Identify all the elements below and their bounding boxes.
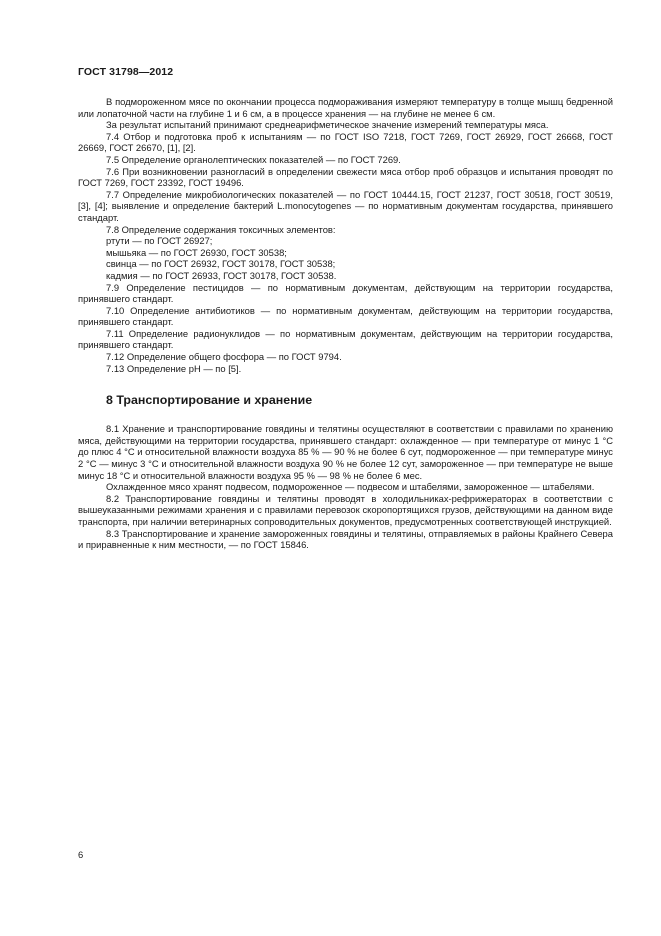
paragraph: 7.6 При возникновении разногласий в определении свежести мяса отбор проб образцов и испытания проводят по ГОСТ 7269, ГОСТ 23392, ГОСТ 19496. bbox=[78, 165, 613, 189]
list-item: ртути — по ГОСТ 26927; bbox=[106, 235, 213, 247]
paragraph: В подмороженном мясе по окончании процесса подмораживания измеряют температуру в толще мышц бедренной или лопаточной части на глубине 1 и 6 см, а в процессе хранения — на глубине не менее 6 см. bbox=[78, 96, 613, 119]
paragraph: 7.12 Определение общего фосфора — по ГОСТ 9794. bbox=[106, 351, 342, 363]
paragraph: Охлажденное мясо хранят подвесом, подмороженное — подвесом и штабелями, замороженное — штабелями. bbox=[106, 481, 595, 493]
paragraph: 7.4 Отбор и подготовка проб к испытаниям — по ГОСТ ISO 7218, ГОСТ 7269, ГОСТ 26929, ГОСТ 26668, ГОСТ 26669, ГОСТ 26670, [1], [2]. bbox=[78, 130, 613, 154]
paragraph: 7.9 Определение пестицидов — по нормативным документам, действующим на территории государства, принявшего стандарт. bbox=[78, 281, 613, 305]
paragraph: 7.10 Определение антибиотиков — по нормативным документам, действующим на территории государства, принявшего стандарт. bbox=[78, 304, 613, 328]
list-item: мышьяка — по ГОСТ 26930, ГОСТ 30538; bbox=[106, 246, 287, 258]
paragraph: За результат испытаний принимают среднеарифметическое значение измерений температуры мяса. bbox=[106, 119, 549, 131]
section-heading: 8 Транспортирование и хранение bbox=[106, 393, 313, 408]
paragraph: 8.2 Транспортирование говядины и телятины проводят в холодильниках-рефрижераторах в соответствии с вышеуказанными режимами хранения и с правилами перевозок скоропортящихся грузов, действующими на данном виде транспорта, при наличии ветеринарных сопроводительных документов, предусмотренных соответствующей инструкцией. bbox=[78, 492, 613, 527]
paragraph: 7.11 Определение радионуклидов — по нормативным документам, действующим на территории государства, принявшего стандарт. bbox=[78, 327, 613, 351]
paragraph: 7.5 Определение органолептических показателей — по ГОСТ 7269. bbox=[106, 153, 401, 165]
page-number: 6 bbox=[78, 849, 84, 860]
paragraph: 8.1 Хранение и транспортирование говядины и телятины осуществляют в соответствии с правилами по хранению мяса, действующими на территории государства, принявшего стандарт: охлажденное — при температуре от минус 1 °С до плюс 4 °С и относительной влажности воздуха 85 % — 90 % не более 6 сут, подмороженное — при температуре минус 2 °С — минус 3 °С и относительной влажности воздуха 90 % не более 12 сут, замороженное — при температуре не выше минус 18 °С и относительной влажности воздуха 95 % — 98 % не более 6 мес. bbox=[78, 423, 613, 481]
paragraph: 7.13 Определение pH — по [5]. bbox=[106, 362, 242, 374]
paragraph: 8.3 Транспортирование и хранение замороженных говядины и телятины, отправляемых в районы Крайнего Севера и приравненные к ним местности, — по ГОСТ 15846. bbox=[78, 527, 613, 551]
document-body bbox=[78, 96, 613, 551]
list-item: свинца — по ГОСТ 26932, ГОСТ 30178, ГОСТ 30538; bbox=[106, 258, 336, 270]
paragraph: 7.8 Определение содержания токсичных элементов: bbox=[106, 223, 336, 235]
paragraph: 7.7 Определение микробиологических показателей — по ГОСТ 10444.15, ГОСТ 21237, ГОСТ 30518, ГОСТ 30519, [3], [4]; выявление и определение бактерий L.monocytogenes — по нормативным документам государства, принявшего стандарт. bbox=[78, 188, 613, 223]
list-item: кадмия — по ГОСТ 26933, ГОСТ 30178, ГОСТ 30538. bbox=[106, 269, 337, 281]
document-header: ГОСТ 31798—2012 bbox=[78, 66, 174, 78]
